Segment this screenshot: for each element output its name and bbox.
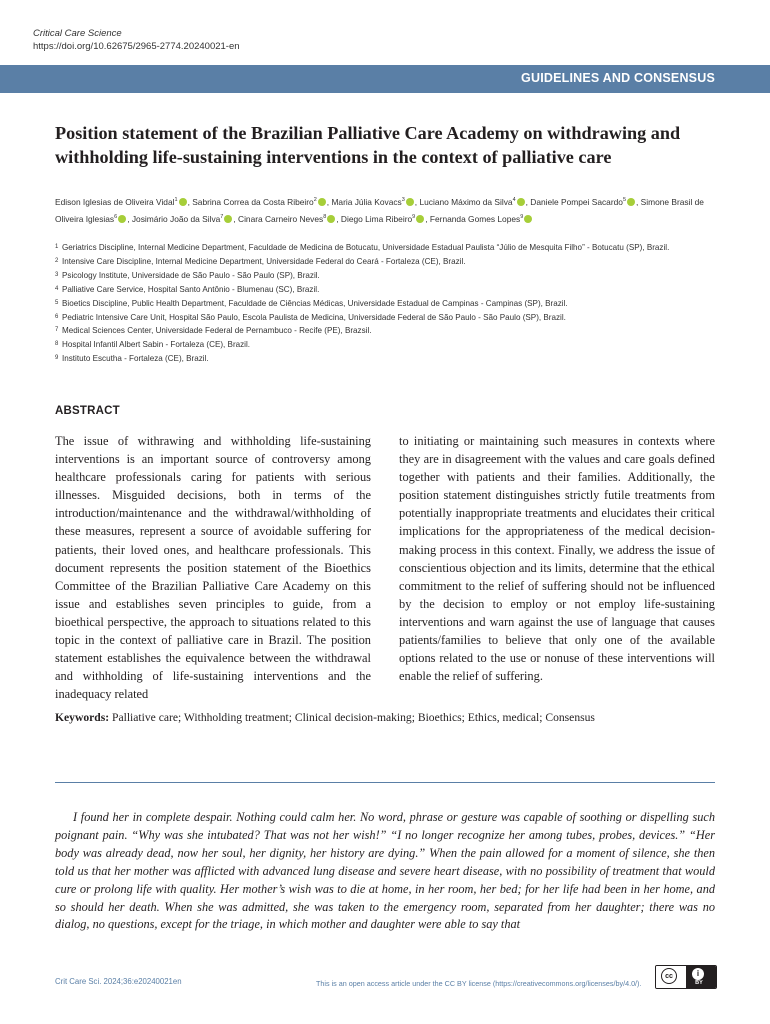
orcid-icon[interactable] (327, 215, 335, 223)
affiliation-list (55, 241, 725, 366)
author-name: Edison Iglesias de Oliveira Vidal (55, 196, 175, 207)
author-name: Cinara Carneiro Neves (238, 213, 324, 224)
author-name: Fernanda Gomes Lopes (429, 213, 521, 224)
author-affiliation-number: 6 (114, 213, 118, 220)
affiliation-text: Instituto Escutha - Fortaleza (CE), Brazil. (62, 354, 209, 364)
affiliation-number: 9 (55, 355, 59, 362)
orcid-icon[interactable] (406, 198, 414, 206)
keywords-label: Keywords: (55, 711, 110, 724)
affiliation-text: Intensive Care Discipline, Internal Medicine Department, Universidade Federal do Ceará - Fortaleza (CE), Brazil. (62, 256, 466, 266)
author-separator: , (233, 213, 239, 224)
affiliation-number: 1 (55, 244, 59, 250)
abstract-heading: ABSTRACT (55, 405, 120, 417)
journal-name: Critical Care Science (33, 28, 122, 39)
affiliation-item (55, 269, 725, 283)
affiliation-text: Bioetics Discipline, Public Health Department, Faculdade de Ciências Médicas, Universidade Estadual de Campinas - Campinas (SP), Brazil. (62, 298, 568, 308)
cc-by-label: BY (695, 980, 703, 986)
orcid-icon[interactable] (517, 198, 525, 206)
affiliation-number: 5 (55, 299, 59, 306)
orcid-icon[interactable] (118, 215, 126, 223)
opening-quote: I found her in complete despair. Nothing could calm her. No word, phrase or gesture was capable of soothing or dispelling such poignant pain. “Why was she intubated? That was not her wish!” “I no longer recognize her among tubes, probes, devices.” “Her body was already dead, now her soul, her dignity, her history are dying.” When the pain allowed for a moment of silence, she then told us that her mother was afflicted with advanced lung disease and severe heart disease, with no possibility of treatment that would cure or prolong life with quality. Her mother’s wish was to die at home, in her room, her bed; for her life had been in her home, and so should her death. When she was admitted, she was taken to the emergency room, separated from her daughter; there was no dialog, no questions, except for the triage, in which mother and daughter were able to say that (55, 810, 715, 932)
affiliation-number: 6 (55, 313, 59, 320)
orcid-icon[interactable] (627, 198, 635, 206)
orcid-icon[interactable] (416, 215, 424, 223)
author-name: Luciano Máximo da Silva (419, 196, 513, 207)
section-banner (0, 65, 770, 93)
author-affiliation-number: 4 (512, 197, 516, 203)
author-name: Diego Lima Ribeiro (340, 213, 413, 224)
keywords-text: Palliative care; Withholding treatment; Clinical decision-making; Bioethics; Ethics, medical; Consensus (109, 711, 595, 724)
keywords (55, 711, 725, 724)
article-title: Position statement of the Brazilian Palliative Care Academy on withdrawing and withholding life-sustaining interventions in the context of palliative care (55, 123, 681, 167)
affiliation-item (55, 338, 725, 352)
author-name: Josimário João da Silva (131, 213, 221, 224)
orcid-icon[interactable] (224, 215, 232, 223)
author-affiliation-number: 1 (174, 197, 178, 203)
affiliation-text: Hospital Infantil Albert Sabin - Fortaleza (CE), Brazil. (62, 340, 251, 350)
orcid-icon[interactable] (524, 215, 532, 223)
author-separator: , (326, 196, 332, 207)
author-name: Simone Brasil de Oliveira Iglesias (55, 196, 704, 224)
divider (55, 782, 715, 783)
affiliation-text: Psicology Institute, Universidade de São Paulo - São Paulo (SP), Brazil. (62, 270, 320, 280)
affiliation-item (55, 324, 725, 338)
author-affiliation-number: 8 (323, 213, 327, 220)
affiliation-number: 8 (55, 341, 59, 348)
author-separator: , (525, 196, 531, 207)
section-label: GUIDELINES AND CONSENSUS (521, 71, 715, 85)
attribution-person-icon: i (692, 968, 704, 980)
author-affiliation-number: 7 (220, 213, 224, 220)
affiliation-item (55, 352, 725, 366)
author-affiliation-number: 9 (412, 213, 416, 220)
affiliation-item (55, 283, 725, 297)
author-name: Maria Júlia Kovacs (331, 196, 402, 207)
author-name: Sabrina Correa da Costa Ribeiro (192, 196, 314, 207)
affiliation-number: 3 (55, 271, 59, 278)
journal-header (33, 27, 240, 53)
affiliation-text: Palliative Care Service, Hospital Santo Antônio - Blumenau (SC), Brazil. (62, 284, 320, 294)
affiliation-text: Medical Sciences Center, Universidade Federal de Pernambuco - Recife (PE), Brazsil. (62, 326, 372, 336)
affiliation-item (55, 255, 725, 269)
author-name: Daniele Pompei Sacardo (530, 196, 623, 207)
affiliation-text: Geriatrics Discipline, Internal Medicine Department, Faculdade de Medicina de Botucatu, Universidade Estadual Paulista “Júlio de Mesquita Filho” - Botucatu (SP), Brazil. (62, 243, 670, 252)
cc-by-license-badge[interactable] (655, 965, 717, 989)
affiliation-text: Pediatric Intensive Care Unit, Hospital São Paulo, Escola Paulista de Medicina, Universidade Federal de São Paulo - São Paulo (SP), Brazil. (62, 312, 566, 322)
author-separator: , (336, 213, 341, 224)
abstract-column-1: The issue of withrawing and withholding life-sustaining interventions is an important source of controversy among healthcare professionals caring for patients with serious illnesses. Misguided decisions, both in terms of the introduction/maintenance and the withdrawal/withholding of these measures, represent a source of avoidable suffering for patients, their loved ones, and healthcare professionals. This document represents the position statement of the Bioethics Committee of the Brazilian Palliative Care Academy on this issue and establishes seven principles to guide, from a bioethical perspective, the approach to situations related to this topic in the context of palliative care in Brazil. The position statement establishes the equivalence between the withdrawal and withholding of life-sustaining interventions and the inadequacy related (55, 434, 371, 702)
author-list (55, 193, 725, 227)
author-separator: , (127, 213, 132, 224)
creative-commons-icon: cc (661, 968, 677, 984)
footer-license[interactable]: This is an open access article under the CC BY license (https://creativecommons.org/licenses/by/4.0/). (316, 979, 642, 988)
author-separator: , (187, 196, 193, 207)
author-separator: , (414, 196, 420, 207)
footer-citation: Crit Care Sci. 2024;36:e20240021en (55, 977, 182, 986)
author-separator: , (425, 213, 430, 224)
affiliation-number: 4 (55, 285, 59, 292)
author-separator: , (636, 196, 641, 207)
orcid-icon[interactable] (179, 198, 187, 206)
orcid-icon[interactable] (318, 198, 326, 206)
affiliation-item (55, 241, 725, 255)
abstract-column-2: to initiating or maintaining such measures in contexts where they are in disagreement with the values and care goals defined together with patients and their families. Additionally, the position statement distinguishes strictly futile treatments from potentially inappropriate treatments and elucidates their critical implications for the appropriateness of the medical decision-making process in this context. Finally, we address the issue of conscientious objection and its limits, determine that the ethical commitment to the relief of suffering should not be influenced by the decision to employ or not employ life-sustaining interventions and warn against the use of language that causes patients/families to believe that only one of the available options related to the use or nonuse of these interventions will enable the relief of suffering. (399, 434, 715, 684)
affiliation-item (55, 311, 725, 325)
author-affiliation-number: 5 (622, 197, 626, 203)
author-affiliation-number: 2 (313, 197, 317, 203)
author-affiliation-number: 3 (401, 197, 405, 203)
affiliation-number: 7 (55, 327, 59, 334)
affiliation-number: 2 (55, 257, 59, 264)
doi-link[interactable]: https://doi.org/10.62675/2965-2774.20240021-en (33, 41, 240, 52)
affiliation-item (55, 297, 725, 311)
author-affiliation-number: 9 (520, 213, 524, 220)
